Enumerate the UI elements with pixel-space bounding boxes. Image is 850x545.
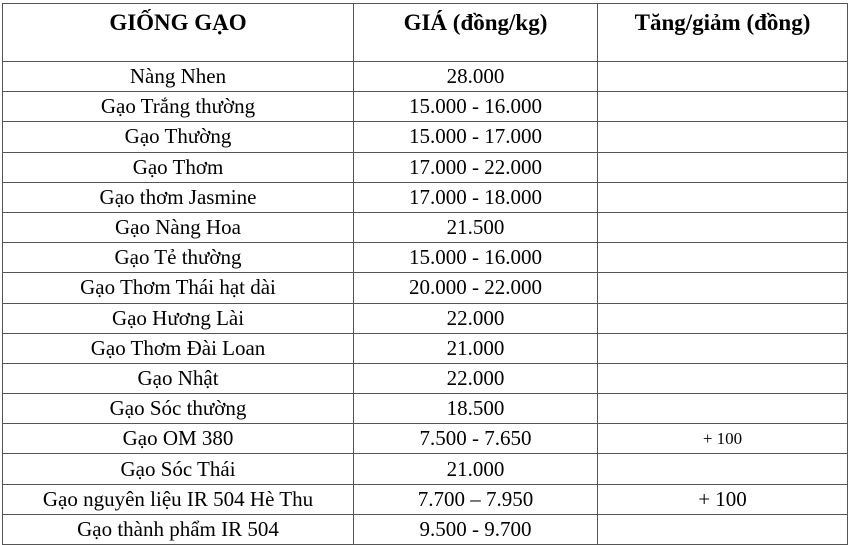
variety-cell: Gạo thành phẩm IR 504 [3,514,354,544]
change-cell [598,152,848,182]
table-header [3,4,848,62]
change-cell [598,212,848,242]
table-row [3,92,848,122]
change-cell [598,273,848,303]
table-row [3,273,848,303]
table-row [3,303,848,333]
header-row [3,4,848,62]
table-row [3,394,848,424]
price-cell: 28.000 [354,62,598,92]
table-row [3,363,848,393]
variety-cell: Gạo Sóc thường [3,394,354,424]
price-cell: 9.500 - 9.700 [354,514,598,544]
price-cell: 22.000 [354,303,598,333]
variety-cell: Nàng Nhen [3,62,354,92]
variety-cell: Gạo Thường [3,122,354,152]
change-cell [598,303,848,333]
table-row [3,484,848,514]
variety-cell: Gạo nguyên liệu IR 504 Hè Thu [3,484,354,514]
price-cell: 21.500 [354,212,598,242]
rice-price-table [2,3,848,545]
variety-cell: Gạo Nàng Hoa [3,212,354,242]
price-cell: 20.000 - 22.000 [354,273,598,303]
change-cell [598,122,848,152]
header-price: GIÁ (đồng/kg) [354,4,598,62]
price-cell: 15.000 - 16.000 [354,92,598,122]
table-row [3,243,848,273]
change-cell: + 100 [598,484,848,514]
change-cell [598,454,848,484]
table-row [3,62,848,92]
variety-cell: Gạo Sóc Thái [3,454,354,484]
price-cell: 15.000 - 17.000 [354,122,598,152]
price-cell: 15.000 - 16.000 [354,243,598,273]
table-row [3,182,848,212]
variety-cell: Gạo OM 380 [3,424,354,454]
table-row [3,212,848,242]
price-cell: 21.000 [354,333,598,363]
table-row [3,122,848,152]
price-cell: 22.000 [354,363,598,393]
variety-cell: Gạo Thơm [3,152,354,182]
variety-cell: Gạo Thơm Thái hạt dài [3,273,354,303]
price-cell: 18.500 [354,394,598,424]
price-cell: 17.000 - 18.000 [354,182,598,212]
table-body [3,62,848,545]
table-row [3,152,848,182]
variety-cell: Gạo Trắng thường [3,92,354,122]
change-cell [598,182,848,212]
variety-cell: Gạo Hương Lài [3,303,354,333]
header-change: Tăng/giảm (đồng) [598,4,848,62]
change-cell [598,333,848,363]
variety-cell: Gạo thơm Jasmine [3,182,354,212]
variety-cell: Gạo Thơm Đài Loan [3,333,354,363]
change-cell [598,363,848,393]
header-variety: GIỐNG GẠO [3,4,354,62]
table-row [3,454,848,484]
table-row [3,514,848,544]
change-cell: + 100 [598,424,848,454]
change-cell [598,394,848,424]
variety-cell: Gạo Nhật [3,363,354,393]
price-cell: 21.000 [354,454,598,484]
price-cell: 17.000 - 22.000 [354,152,598,182]
change-cell [598,243,848,273]
table-row [3,333,848,363]
change-cell [598,62,848,92]
change-cell [598,92,848,122]
table-row [3,424,848,454]
variety-cell: Gạo Tẻ thường [3,243,354,273]
change-cell [598,514,848,544]
price-cell: 7.700 – 7.950 [354,484,598,514]
price-cell: 7.500 - 7.650 [354,424,598,454]
